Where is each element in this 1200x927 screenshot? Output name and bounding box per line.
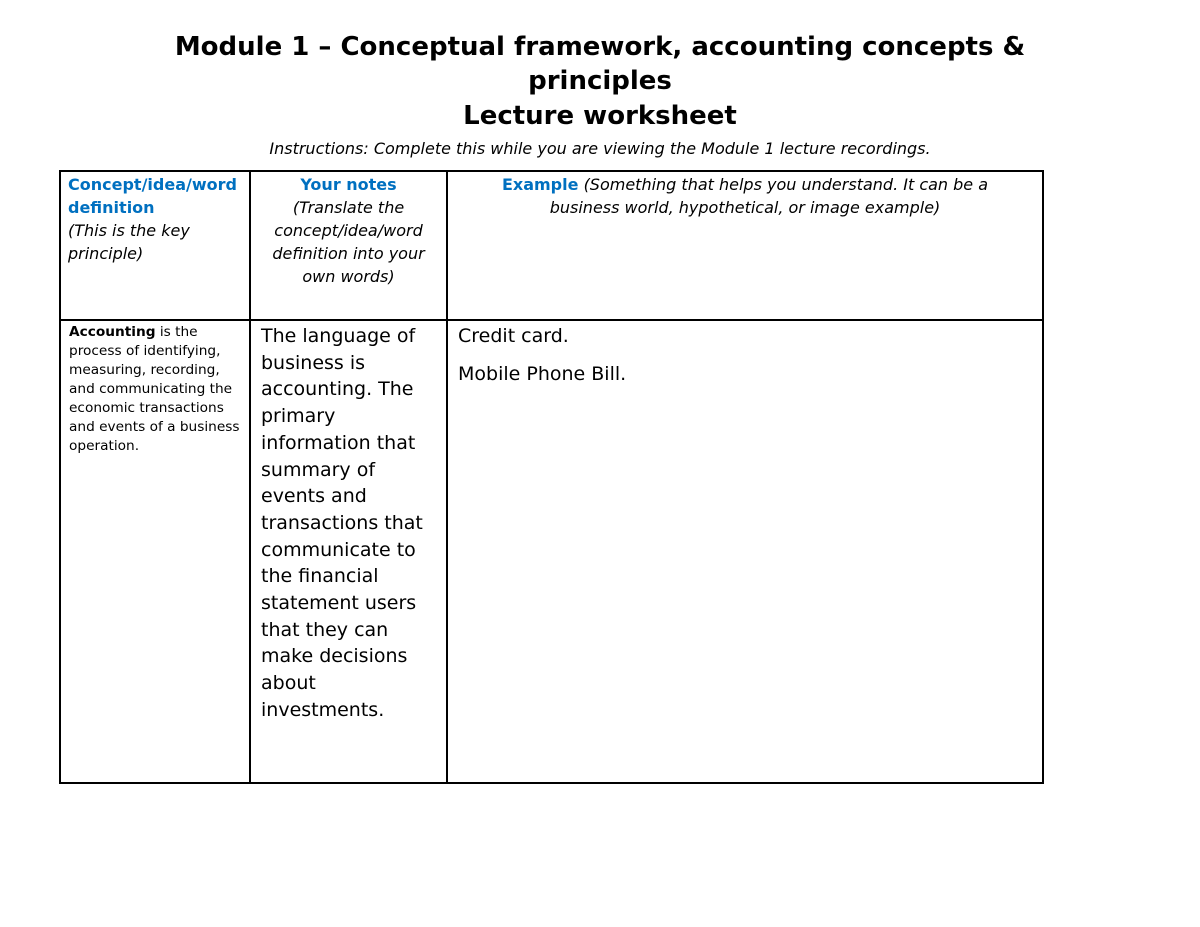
notes-cell <box>250 320 447 783</box>
definition-text: is the process of identifying, measuring, recording, and communicating the economic transactions and events of a business operation. <box>69 324 240 454</box>
instructions-text: Instructions: Complete this while you are viewing the Module 1 lecture recordings. <box>269 139 931 158</box>
header-example-note: (Something that helps you understand. It can be a business world, hypothetical, or image example) <box>549 175 989 217</box>
example-item: Mobile Phone Bill. <box>458 363 627 385</box>
example-cell <box>447 320 1043 783</box>
example-item: Credit card. <box>458 325 569 347</box>
header-notes-title: Your notes <box>300 175 397 194</box>
header-concept-note: (This is the key principle) <box>68 221 190 263</box>
document-title: Module 1 – Conceptual framework, accounting concepts & principles <box>174 32 1026 96</box>
header-notes-cell <box>250 171 447 320</box>
header-notes-note: (Translate the concept/idea/word definition into your own words) <box>272 198 425 286</box>
header-example-title: Example <box>501 175 579 194</box>
header-concept-title: Concept/idea/word definition <box>68 175 237 217</box>
header-concept-cell <box>60 171 250 320</box>
table-header-row <box>60 171 1043 320</box>
document-header <box>0 30 1200 158</box>
document-subtitle: Lecture worksheet <box>463 101 737 131</box>
notes-text: The language of business is accounting. The primary information that summary of events and transactions that communicate to the financial statement users that they can make decisions about investments. <box>261 325 423 721</box>
header-example-cell <box>447 171 1043 320</box>
worksheet-table <box>59 170 1044 784</box>
table-row <box>60 320 1043 783</box>
definition-term: Accounting <box>69 324 156 340</box>
definition-cell <box>60 320 250 783</box>
